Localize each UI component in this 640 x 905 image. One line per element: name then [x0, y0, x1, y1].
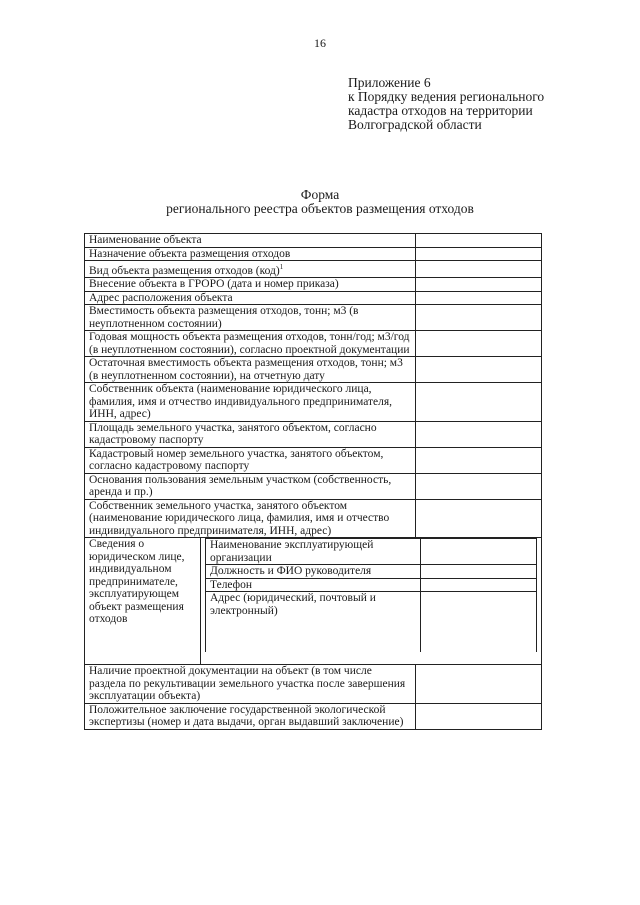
value-cell — [421, 592, 537, 653]
value-cell — [421, 565, 537, 579]
table-row — [85, 703, 542, 729]
operator-item-label: Наименование эксплуатирующей организации — [206, 539, 421, 565]
value-cell — [416, 278, 542, 292]
footnote-mark: 1 — [279, 263, 284, 271]
operator-subtable — [205, 538, 537, 652]
form-title-line: регионального реестра объектов размещения отходов — [166, 201, 474, 216]
value-cell — [416, 665, 542, 704]
table-row — [85, 421, 542, 447]
value-cell — [416, 473, 542, 499]
form-title — [0, 188, 640, 216]
table-row — [85, 665, 542, 704]
operator-item-label: Адрес (юридический, почтовый и электронный) — [206, 592, 421, 653]
table-row — [85, 357, 542, 383]
table-row — [85, 383, 542, 422]
row-label: Вместимость объекта размещения отходов, тонн; м3 (в неуплотненном состоянии) — [85, 305, 416, 331]
operator-item-label: Телефон — [206, 578, 421, 592]
page-number: 16 — [314, 36, 326, 50]
row-label-text: Вид объекта размещения отходов (код) — [89, 264, 280, 277]
row-label: Собственник объекта (наименование юридического лица, фамилия, имя и отчество индивидуального предпринимателя, ИНН, адрес) — [85, 383, 416, 422]
row-label: Адрес расположения объекта — [85, 291, 416, 305]
value-cell — [416, 499, 542, 538]
table-row — [85, 291, 542, 305]
value-cell — [416, 383, 542, 422]
value-cell — [421, 539, 537, 565]
value-cell — [416, 703, 542, 729]
form-title-line: Форма — [300, 187, 340, 202]
value-cell — [421, 578, 537, 592]
value-cell — [416, 291, 542, 305]
table-row — [85, 447, 542, 473]
value-cell — [416, 357, 542, 383]
row-label: Годовая мощность объекта размещения отходов, тонн/год; м3/год (в неуплотненном состоянии), согласно проектной документации — [85, 331, 416, 357]
table-row — [206, 539, 537, 565]
table-row — [85, 278, 542, 292]
value-cell — [416, 331, 542, 357]
table-row — [85, 247, 542, 261]
row-label: Собственник земельного участка, занятого объектом (наименование юридического лица, фамилия, имя и отчество индивидуального предпринимателя, ИНН, адрес) — [85, 499, 416, 538]
row-label: Наименование объекта — [85, 234, 416, 248]
registry-table — [84, 233, 542, 730]
table-row — [85, 234, 542, 248]
row-label: Площадь земельного участка, занятого объектом, согласно кадастровому паспорту — [85, 421, 416, 447]
table-row — [85, 305, 542, 331]
value-cell — [416, 421, 542, 447]
row-label: Основания пользования земельным участком (собственность, аренда и пр.) — [85, 473, 416, 499]
appendix-line: к Порядку ведения регионального — [348, 89, 545, 104]
appendix-line: Приложение 6 — [348, 75, 431, 90]
row-label — [85, 261, 416, 278]
value-cell — [416, 305, 542, 331]
table-row — [85, 331, 542, 357]
row-label: Кадастровый номер земельного участка, занятого объектом, согласно кадастровому паспорту — [85, 447, 416, 473]
table-row — [85, 473, 542, 499]
row-label: Назначение объекта размещения отходов — [85, 247, 416, 261]
appendix-line: кадастра отходов на территории — [348, 103, 533, 118]
row-label: Положительное заключение государственной экологической экспертизы (номер и дата выдачи, орган выдавший заключение) — [85, 703, 416, 729]
operator-item-label: Должность и ФИО руководителя — [206, 565, 421, 579]
table-row — [206, 578, 537, 592]
row-label: Остаточная вместимость объекта размещения отходов, тонн; м3 (в неуплотненном состоянии), на отчетную дату — [85, 357, 416, 383]
operator-group-row — [85, 538, 542, 665]
value-cell — [416, 261, 542, 278]
table-row — [85, 261, 542, 278]
table-row — [206, 565, 537, 579]
value-cell — [416, 234, 542, 248]
operator-group-items — [201, 538, 542, 665]
value-cell — [416, 447, 542, 473]
appendix-line: Волгоградской области — [348, 117, 482, 132]
table-row — [85, 499, 542, 538]
row-label: Наличие проектной документации на объект (в том числе раздела по рекультивации земельного участка после завершения эксплуатации объекта) — [85, 665, 416, 704]
operator-group-label: Сведения о юридическом лице, индивидуальном предпринимателе, эксплуатирующем объект размещения отходов — [85, 538, 201, 665]
table-row — [206, 592, 537, 653]
value-cell — [416, 247, 542, 261]
row-label: Внесение объекта в ГРОРО (дата и номер приказа) — [85, 278, 416, 292]
appendix-heading — [348, 76, 544, 132]
